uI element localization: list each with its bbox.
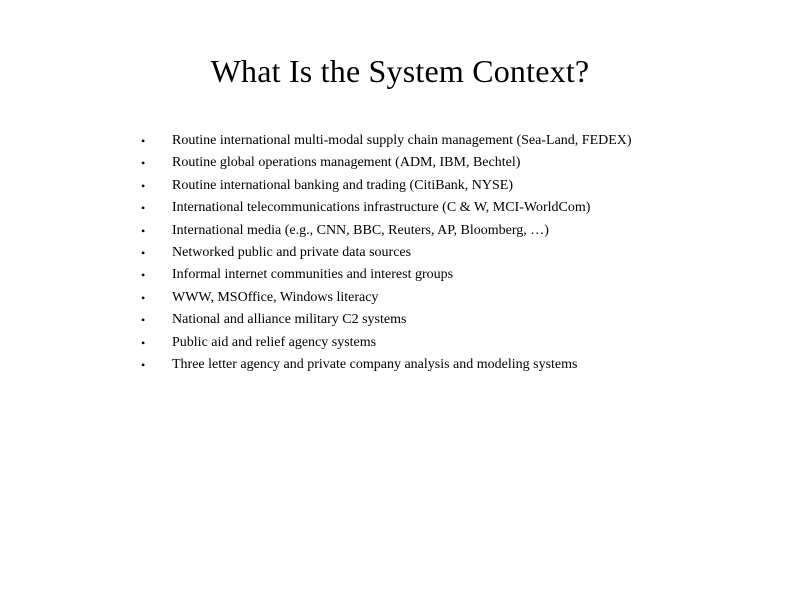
bullet-icon: • [141, 290, 146, 305]
bullet-icon: • [141, 245, 146, 260]
bullet-item [0, 332, 800, 354]
bullet-item [0, 197, 800, 219]
bullet-icon: • [141, 156, 146, 171]
bullet-item [0, 242, 800, 264]
bullet-icon: • [141, 223, 146, 238]
bullet-item [0, 264, 800, 286]
bullet-icon: • [141, 268, 146, 283]
bullet-text: Routine global operations management (ADM, IBM, Bechtel) [172, 155, 521, 171]
bullet-icon: • [141, 134, 146, 148]
bullet-text: Routine international multi-modal supply chain management (Sea-Land, FEDEX) [172, 133, 632, 148]
bullet-item [0, 309, 800, 331]
bullet-text: Routine international banking and trading (CitiBank, NYSE) [172, 177, 513, 193]
slide-title: What Is the System Context? [210, 53, 590, 89]
bullet-item [0, 220, 800, 242]
bullet-icon: • [141, 335, 146, 350]
bullet-icon: • [141, 313, 146, 328]
bullet-text: WWW, MSOffice, Windows literacy [172, 289, 379, 305]
bullet-icon: • [141, 201, 146, 216]
bullet-text: Networked public and private data sources [172, 244, 412, 260]
bullet-text: Informal internet communities and interest groups [172, 267, 454, 283]
bullet-text: Public aid and relief agency systems [172, 334, 377, 350]
bullet-text: National and alliance military C2 systems [172, 312, 407, 328]
bullet-text: International media (e.g., CNN, BBC, Reuters, AP, Bloomberg, …) [172, 222, 549, 238]
bullet-text: International telecommunications infrastructure (C & W, MCI-WorldCom) [172, 200, 591, 216]
bullet-icon: • [141, 178, 146, 193]
bullet-text: Three letter agency and private company analysis and modeling systems [172, 356, 578, 372]
bullet-icon: • [141, 357, 146, 372]
bullet-item [0, 287, 800, 309]
bullet-item [0, 130, 800, 152]
bullet-item [0, 354, 800, 376]
bullet-item [0, 152, 800, 174]
bullet-list [0, 130, 800, 376]
bullet-item [0, 175, 800, 197]
